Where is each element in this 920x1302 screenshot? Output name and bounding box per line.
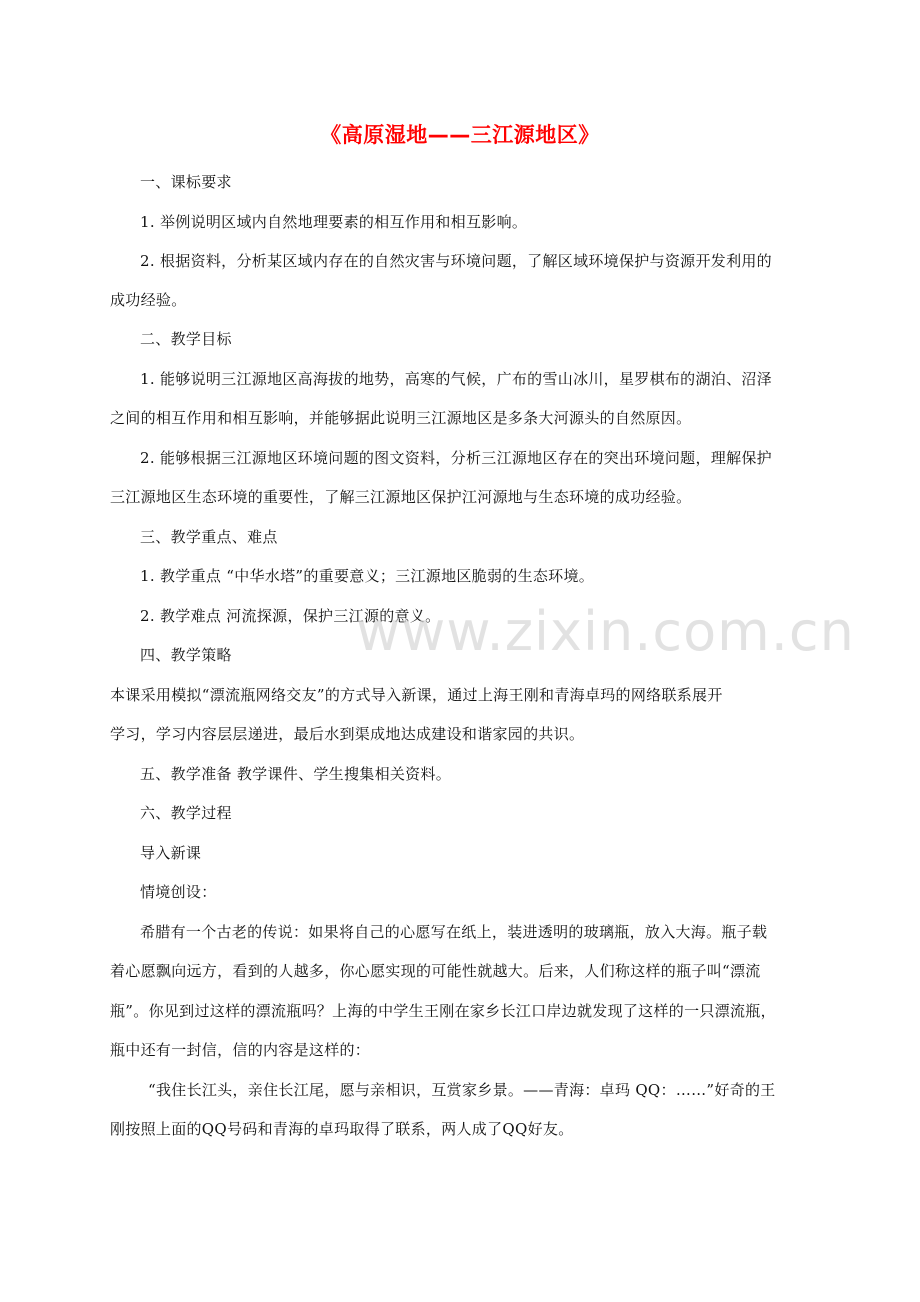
paragraph-line: 着心愿飘向远方，看到的人越多，你心愿实现的可能性就越大。后来，人们称这样的瓶子叫“漂流 (110, 962, 761, 980)
paragraph-line: 之间的相互作用和相互影响，并能够据此说明三江源地区是多条大河源头的自然原因。 (110, 409, 692, 427)
paragraph-line: 1. 举例说明区域内自然地理要素的相互作用和相互影响。 (140, 213, 528, 231)
paragraph-line: 成功经验。 (110, 291, 187, 309)
section-heading-objectives: 二、教学目标 (140, 330, 232, 348)
paragraph-line: 学习，学习内容层层递进，最后水到渠成地达成建设和谐家园的共识。 (110, 725, 585, 743)
subheading-scenario: 情境创设： (140, 883, 217, 901)
section-heading-process: 六、教学过程 (140, 804, 232, 822)
paragraph-line: 刚按照上面的QQ号码和青海的卓玛取得了联系，两人成了QQ好友。 (110, 1120, 574, 1138)
paragraph-line: 希腊有一个古老的传说：如果将自己的心愿写在纸上，装进透明的玻璃瓶，放入大海。瓶子载 (140, 923, 768, 941)
paragraph-line: 瓶”。你见到过这样的漂流瓶吗？上海的中学生王刚在家乡长江口岸边就发现了这样的一只漂流瓶， (110, 1002, 776, 1020)
paragraph-line: 2. 根据资料，分析某区域内存在的自然灾害与环境问题，了解区域环境保护与资源开发利用的 (140, 252, 772, 270)
paragraph-line: 三江源地区生态环境的重要性，了解三江源地区保护江河源地与生态环境的成功经验。 (110, 488, 692, 506)
subheading-introduction: 导入新课 (140, 844, 202, 862)
section-heading-standards: 一、课标要求 (140, 173, 232, 191)
paragraph-line: 瓶中还有一封信，信的内容是这样的： (110, 1041, 371, 1059)
watermark: www.zixin.com.cn (356, 600, 855, 663)
quote-line: “我住长江头，亲住长江尾，愿与亲相识，互赏家乡景。——青海：卓玛 QQ：……”好奇的王 (148, 1081, 776, 1099)
paragraph-line: 本课采用模拟“漂流瓶网络交友”的方式导入新课，通过上海王刚和青海卓玛的网络联系展开 (110, 686, 723, 704)
section-heading-key-points: 三、教学重点、难点 (140, 528, 278, 546)
section-heading-preparation: 五、教学准备 教学课件、学生搜集相关资料。 (140, 765, 452, 783)
paragraph-line: 2. 能够根据三江源地区环境问题的图文资料，分析三江源地区存在的突出环境问题，理解保护 (140, 449, 772, 467)
section-heading-strategy: 四、教学策略 (140, 646, 232, 664)
paragraph-line: 1. 能够说明三江源地区高海拔的地势，高寒的气候，广布的雪山冰川，星罗棋布的湖泊、沼泽 (140, 370, 772, 388)
document-title: 《高原湿地——三江源地区》 (320, 123, 600, 147)
paragraph-line: 2. 教学难点 河流探源，保护三江源的意义。 (140, 607, 441, 625)
paragraph-line: 1. 教学重点 “中华水塔”的重要意义；三江源地区脆弱的生态环境。 (140, 567, 595, 585)
